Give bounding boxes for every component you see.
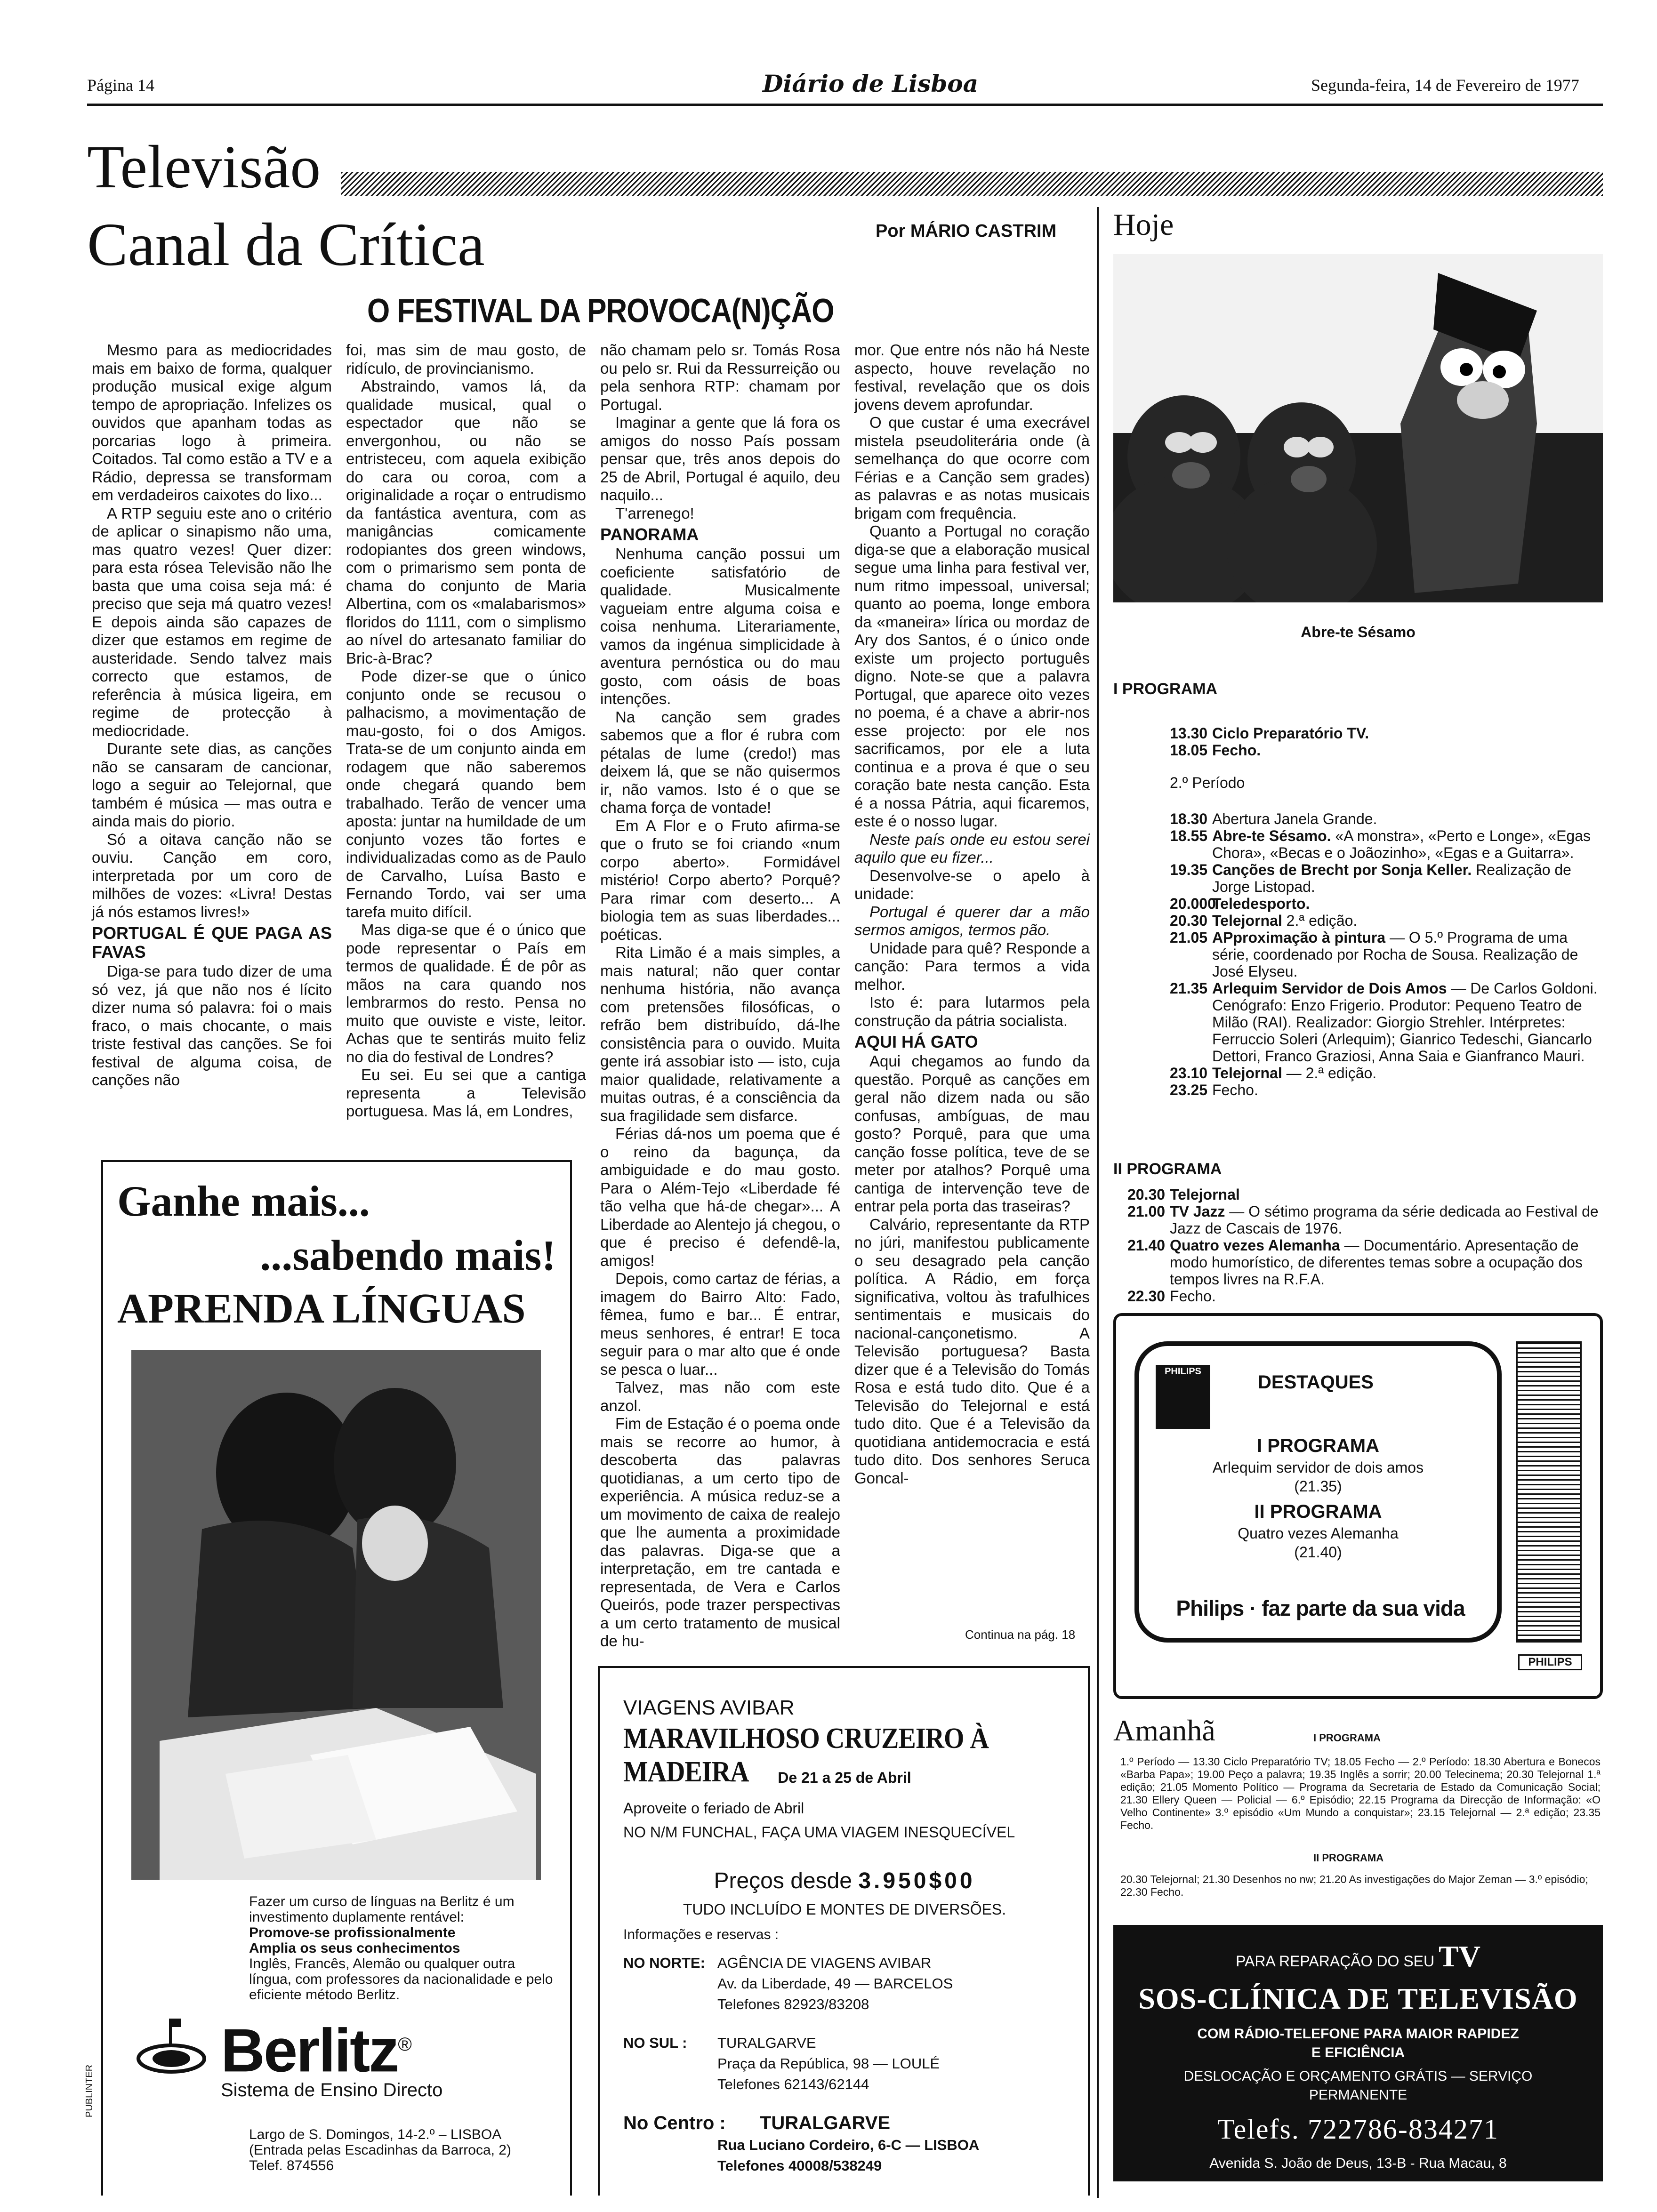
title-hatch-rule [341, 172, 1603, 196]
page-date: Segunda-feira, 14 de Fevereiro de 1977 [1311, 76, 1579, 95]
avibar-centro: No Centro : TURALGARVE Rua Luciano Cordeiro, 6-C — LISBOA Telefones 40008/538249 [623, 2113, 980, 2174]
destaques-p2: II PROGRAMA [1254, 1501, 1382, 1522]
schedule-row: 21.40 Quatro vezes Alemanha — Documentário. Apresentação de modo humorístico, de diferentes temas sobre a ocupação dos tempos livres na R.F.A. [1127, 1237, 1583, 1288]
destaques-title: DESTAQUES [1258, 1372, 1374, 1393]
sos-phones: Telefs. 722786-834271 [1217, 2114, 1499, 2145]
paragraph: Desenvolve-se o apelo à unidade: [854, 866, 1090, 902]
sos-line3: COM RÁDIO-TELEFONE PARA MAIOR RAPIDEZ [1197, 2026, 1519, 2042]
amanha-p1-text: 1.º Período — 13.30 Ciclo Preparatório TV; 18.05 Fecho — 2.º Período: 18.30 Abertura e Bonecos «Barba Papa»; 19.00 Peço a palavra; 19.35 Inglês a sorrir; 20.00 Telecinema; 20.30 Telejornal 1.ª edição; 21.05 Momento Político — Programa da Secretaria de Estado da Comunicação Social; 21.30 Ellery Queen — Policial — 6.º Episódio; 22.15 Programa da Direcção de Informação: «O Velho Continente» 3.º episódio «Um Mundo a conquistar»; 23.15 Telejornal — 2.ª edição; 23.35 Fecho. [1120, 1755, 1601, 1831]
page-number: Página 14 [87, 76, 154, 95]
amanha-title: Amanhã [1113, 1714, 1215, 1747]
byline: Por MÁRIO CASTRIM [876, 221, 1057, 241]
paragraph: Em A Flor e o Fruto afirma-se que o fruto se foi criando «num corpo aberto». Formidável mistério! Corpo aberto? Porquê? Para rimar com deserto... A biologia tem as suas liberdades... poéticas. [600, 817, 840, 943]
paragraph: Imaginar a gente que lá fora os amigos do nosso País possam pensar que, três anos depois do 25 de Abril, Portugal é aquilo, deu naquilo... [600, 414, 840, 504]
philips-slogan: Philips · faz parte da sua vida [1176, 1596, 1465, 1620]
destaques-p2-show: Quatro vezes Alemanha [1238, 1525, 1399, 1542]
tv-controls [1516, 1341, 1582, 1643]
periodo-2-label: 2.º Período [1170, 774, 1245, 791]
avibar-sul: NO SUL : TURALGARVE Praça da República, 98 — LOULÉ Telefones 62143/62144 [623, 2035, 940, 2092]
paragraph: Só a oitava canção não se ouviu. Canção em coro, interpretada por um coro de milhões de vozes: «Livra! Destas já nós estamos livres!» [92, 830, 332, 921]
photo-abre-te-sesamo [1113, 254, 1603, 602]
schedule-row: 18.05 Fecho. [1170, 742, 1261, 759]
paragraph: Rita Limão é a mais simples, a mais natural; não quer contar nenhuma história, não avança com pretensões filosóficas, o refrão bem distribuído, dá-lhe consistência para o ouvido. Muita gente irá assobiar isto — isto, cuja maior qualidade, relativamente a muitas outras, é a consciência da sua fragilidade sem disfarce. [600, 944, 840, 1124]
sos-name: SOS-CLÍNICA DE TELEVISÃO [1138, 1982, 1578, 2015]
paragraph: Na canção sem grades sabemos que a flor é rubra com pétalas de lume (credo!) mas deixem lá, que se não quisermos ir, não vamos. Isto é o que se chama força de vontade! [600, 708, 840, 816]
paragraph: Depois, como cartaz de férias, a imagem do Bairro Alto: Fado, fêmea, fumo e bar... É entrar, meus senhores, é entrar! E toca seguir para o mar alto que é onde se pesca o luar... [600, 1270, 840, 1378]
subheading: PANORAMA [600, 525, 699, 544]
article-column-1 [92, 341, 332, 1090]
programa-1-label: I PROGRAMA [1113, 680, 1217, 698]
sos-clinica-ad [1113, 1925, 1603, 2181]
paragraph: Durante sete dias, as canções não se cansaram de cancionar, logo a seguir ao Telejornal, que também é música — mas outra e ainda mais do piorio. [92, 740, 332, 830]
paragraph: Mas diga-se que é o único que pode representar o País em termos de qualidade. É de pôr as mãos na cara quando nos lembrarmos do resto. Pensa no muito que ouviste e viste, leitor. Achas que te sentirás muito feliz no dia do festival de Londres? [346, 921, 586, 1066]
paragraph: foi, mas sim de mau gosto, de ridículo, de provincianismo. [346, 341, 586, 377]
quote: Neste país onde eu estou serei aquilo que eu fizer... [854, 830, 1090, 866]
paragraph: O que custar é uma execrável mistela pseudoliterária onde (à semelhança do que ocorre com Férias e a Canção sem grades) as palavras e as notas musicais brigam com frequência. [854, 414, 1090, 522]
paragraph: Abstraindo, vamos lá, da qualidade musical, qual o espectador que não se envergonhou, ou não se entristeceu, com aquela exibição do cara ou coroa, com a originalidade a roçar o entrudismo da fantástica aventura, com as manigâncias comicamente rodopiantes dos green windows, com o primarismo sem ponta de chama do conjunto de Maria Albertina, com os «malabarismos» floridos do 1111, com o simplismo ao nível do artesanato familiar do Bric-à-Brac? [346, 377, 586, 667]
muppets-photo-icon [1113, 254, 1603, 602]
berlitz-photo [131, 1350, 541, 1880]
avibar-ad [598, 1666, 1090, 2196]
amanha-p2-label: II PROGRAMA [1313, 1852, 1384, 1864]
programa-1b-schedule [1170, 810, 1603, 1098]
schedule-row: 22.30 Fecho. [1127, 1288, 1216, 1305]
quote: Portugal é querer dar a mão sermos amigos, termos pão. [854, 903, 1090, 938]
avibar-title: VIAGENS AVIBAR [623, 1696, 795, 1719]
destaques-p1-show: Arlequim servidor de dois amos [1212, 1459, 1424, 1476]
amanha-p1-label: I PROGRAMA [1313, 1732, 1381, 1744]
paragraph: Talvez, mas não com este anzol. [600, 1378, 840, 1414]
destaques-p2-time: (21.40) [1294, 1544, 1342, 1561]
philips-badge: PHILIPS [1156, 1365, 1210, 1429]
right-column-divider [1097, 207, 1099, 2198]
amanha-p2-text: 20.30 Telejornal; 21.30 Desenhos no nw; 21.20 As investigações do Major Zeman — 3.º episódio; 22.30 Fecho. [1120, 1873, 1588, 1898]
berlitz-brand: Berlitz® [221, 2016, 410, 2085]
sos-line1: PARA REPARAÇÃO DO SEU TV [1236, 1940, 1480, 1973]
paragraph: Unidade para quê? Responde a canção: Para termos a vida melhor. [854, 939, 1090, 993]
avibar-headline: MARAVILHOSO CRUZEIRO À MADEIRA [623, 1723, 989, 1788]
schedule-row: 23.10 Telejornal — 2.ª edição. [1170, 1065, 1377, 1082]
schedule-row: 18.30 Abertura Janela Grande. [1170, 810, 1377, 827]
destaques-p1: I PROGRAMA [1257, 1435, 1379, 1456]
schedule-row: 13.30 Ciclo Preparatório TV. [1170, 725, 1369, 742]
students-reading-photo-icon [131, 1350, 541, 1880]
berlitz-ad [84, 1160, 572, 2196]
hoje-title: Hoje [1113, 208, 1174, 242]
section-subtitle: Canal da Crítica [87, 211, 485, 279]
paragraph: Quanto a Portugal no coração diga-se que a elaboração musical segue uma linha para festival ver, num ritmo impessoal, universal; quanto ao poema, longe embora da «maneira» lírica ou mordaz de Ary dos Santos, é o único onde existe um projecto português digno. Note-se que a palavra Portugal, que aparece oito vezes no poema, é a chave a abrir-nos esse projecto: por ele nos sacrificamos, por ele a luta continua e a prova é que o seu coração bate nesta canção. Esta é a nossa Pátria, aqui ficaremos, este é o nosso lugar. [854, 522, 1090, 830]
sos-line6: PERMANENTE [1309, 2087, 1408, 2103]
berlitz-headline-2: ...sabendo mais! [260, 1231, 556, 1279]
schedule-row: 20.30 Telejornal 2.ª edição. [1170, 912, 1358, 929]
sos-address: Avenida S. João de Deus, 13-B - Rua Macau, 8 [1209, 2156, 1507, 2171]
paragraph: A RTP seguiu este ano o critério de aplicar o sinapismo não uma, mas quatro vezes! Quer dizer: para esta rósea Televisão não lhe basta que uma coisa seja má: é preciso que seja má quatro vezes! E depois ainda são capazes de dizer que estamos em regime de austeridade. Sendo talvez mais correcto que estamos, de referência à música ligeira, em regime de protecção à mediocridade. [92, 504, 332, 739]
article-column-3 [600, 341, 840, 1651]
paragraph: Eu sei. Eu sei que a cantiga representa a Televisão portuguesa. Mas lá, em Londres, [346, 1066, 586, 1120]
continued-note: Continua na pág. 18 [965, 1627, 1076, 1642]
avibar-dates: De 21 a 25 de Abril [778, 1769, 911, 1786]
article-column-4 [854, 341, 1090, 1487]
berlitz-tagline: Sistema de Ensino Directo [221, 2080, 443, 2100]
berlitz-headline-1: Ganhe mais... [117, 1177, 370, 1225]
paragraph: mor. Que entre nós não há Neste aspecto, houve revelação no festival, revelação que os dois jovens devem aprofundar. [854, 341, 1090, 413]
sos-line5: DESLOCAÇÃO E ORÇAMENTO GRÁTIS — SERVIÇO [1183, 2068, 1533, 2084]
schedule-row: 21.00 TV Jazz — O sétimo programa da série dedicada ao Festival de Jazz de Cascais de 1976. [1127, 1203, 1599, 1237]
subheading: PORTUGAL É QUE PAGA AS FAVAS [92, 923, 332, 962]
schedule-row: 21.35 Arlequim Servidor de Dois Amos — De Carlos Goldoni. Cenógrafo: Enzo Frigerio. Produtor: Pequeno Teatro de Milão (RAI). Realizador: Giorgio Strehler. Intérpretes: Ferruccio Soleri (Arlequim); Gianrico Tedeschi, Giancarlo Dettori, Franco Graziosi, Anna Saia e Gianfranco Mauri. [1170, 980, 1598, 1065]
paragraph: T'arrenego! [615, 504, 694, 522]
agency-credit: PUBLINTER [84, 2064, 95, 2117]
schedule-row: 20.000 Teledesporto. [1170, 895, 1310, 912]
philips-logo: PHILIPS [1518, 1654, 1582, 1670]
paragraph: não chamam pelo sr. Tomás Rosa ou pelo sr. Rui da Ressurreição ou pela senhora RTP: chamam por Portugal. [600, 341, 840, 413]
schedule-row: 18.55 Abre-te Sésamo. «A monstra», «Perto e Longe», «Egas Chora», «Becas e o Joãozinho», «Egas e a Guitarra». [1170, 827, 1591, 861]
section-title: Televisão [87, 133, 321, 201]
avibar-line2: NO N/M FUNCHAL, FAÇA UMA VIAGEM INESQUECÍVEL [623, 1824, 1015, 1841]
philips-tv-ad [1113, 1313, 1603, 1699]
programa-1-schedule [1170, 725, 1603, 759]
schedule-row: 21.05 APproximação à pintura — O 5.º Programa de uma série, coordenado por Rocha de Sousa. Realização de José Elyseu. [1170, 929, 1578, 980]
paragraph: Mesmo para as mediocridades mais em baixo de forma, qualquer produção musical exige algum tempo de apropriação. Infelizes os ouvidos que apanham todas as porcarias logo à primeira. Coitados. Tal como estão a TV e a Rádio, depressa se transformam em verdadeiros caixotes do lixo... [92, 341, 332, 504]
schedule-row: 23.25 Fecho. [1170, 1082, 1258, 1098]
berlitz-body: Fazer um curso de línguas na Berlitz é um investimento duplamente rentável: Promove-se profissionalmente Amplia os seus conhecimentos Inglês, Francês, Alemão ou qualquer outra língua, com professores da nacionalidade e pelo eficiente método Berlitz. [249, 1894, 553, 2003]
paragraph: Pode dizer-se que o único conjunto onde se recusou o palhacismo, a movimentação de mau-gosto, foi o dos Amigos. Trata-se de um conjunto ainda em rodagem que não saberemos onde chegará quando bem trabalhado. Terão de vencer uma aposta: juntar na humildade de um conjunto vozes tão fortes e individualizadas como as de Paulo de Carvalho, Luísa Basto e Fernando Tordo, vai ser uma tarefa muito difícil. [346, 667, 586, 921]
paragraph: Aqui chegamos ao fundo da questão. Porquê as canções em geral não dizem nada ou são confusas, ambíguas, de mau gosto? Porquê, para que uma canção fosse política, teve de se meter por atalhos? Porquê uma cantiga de intervenção teve de entrar pela porta das traseiras? [854, 1052, 1090, 1215]
avibar-line1: Aproveite o feriado de Abril [623, 1800, 804, 1817]
photo-caption: Abre-te Sésamo [1301, 624, 1416, 641]
paragraph: Férias dá-nos um poema que é o reino da bagunça, da ambiguidade e do mau gosto. Para o Além-Tejo «Liberdade fé tão velha que há-de chegar»... A Liberdade ao Alentejo já chegou, o que é preciso é defendê-la, amigos! [600, 1125, 840, 1269]
paragraph: Fim de Estação é o poema onde mais se recorre ao humor, à descoberta das palavras quotidianas, a um certo tipo de experiência. A música reduz-se a um movimento de caixa de realejo que lhe aumenta a proximidade das palavras. Diga-se que a interpretação, em tre cantada e representada, de Vera e Carlos Queirós, pode trazer perspectivas a um certo tratamento de musical de hu- [600, 1415, 840, 1650]
programa-2-schedule [1127, 1186, 1603, 1305]
subheading: AQUI HÁ GATO [854, 1032, 978, 1051]
article-column-2 [346, 341, 586, 1121]
paragraph: Calvário, representante da RTP no júri, manifestou publicamente o seu desagrado pela canção política. A Rádio, em força significativa, voltou às trafulhices sentimentais e musicais do nacional-cançonetismo. A Televisão portuguesa? Basta dizer que é a Televisão do Tomás Rosa e está tudo dito. Que é a Televisão do Telejornal e está tudo dito. Que é a Televisão da quotidiana antidemocracia e está tudo dito. Dos senhores Seruca Goncal- [854, 1215, 1090, 1487]
paragraph: Diga-se para tudo dizer de uma só vez, já que não nos é lícito dizer numa só palavra: foi o mais fraco, o mais chocante, o mais triste festival das canções. Se foi festival de alguma coisa, de canções não [92, 962, 332, 1089]
sos-line4: E EFICIÊNCIA [1311, 2045, 1405, 2060]
avibar-info: Informações e reservas : [623, 1927, 779, 1942]
avibar-norte: NO NORTE: AGÊNCIA DE VIAGENS AVIBAR Av. da Liberdade, 49 — BARCELOS Telefones 82923/83208 [623, 1955, 953, 2012]
avibar-line3: TUDO INCLUÍDO E MONTES DE DIVERSÕES. [683, 1901, 1006, 1918]
berlitz-address: Largo de S. Domingos, 14-2.º – LISBOA (Entrada pelas Escadinhas da Barroca, 2) Telef. 874556 [249, 2127, 511, 2173]
paragraph: Nenhuma canção possui um coeficiente satisfatório de qualidade. Musicalmente vagueiam entre alguma coisa e coisa nenhuma. Literariamente, vamos da ingénua simplicidade à aventura pernóstica ou do mau gosto, com oásis de boas intenções. [600, 545, 840, 707]
destaques-p1-time: (21.35) [1294, 1478, 1342, 1495]
header-rule [87, 104, 1603, 106]
globe-icon [136, 2014, 207, 2084]
schedule-row: 20.30 Telejornal [1127, 1186, 1240, 1203]
berlitz-headline-3: APRENDA LÍNGUAS [117, 1285, 526, 1332]
paragraph: Isto é: para lutarmos pela construção da pátria socialista. [854, 994, 1090, 1029]
programa-2-label: II PROGRAMA [1113, 1160, 1222, 1178]
avibar-price: Preços desde 3.950$00 [714, 1868, 975, 1893]
schedule-row: 19.35 Canções de Brecht por Sonja Keller. Realização de Jorge Listopad. [1170, 861, 1571, 895]
masthead: Diário de Lisboa [763, 70, 979, 97]
headline: O FESTIVAL DA PROVOCA(N)ÇÃO [367, 292, 834, 330]
